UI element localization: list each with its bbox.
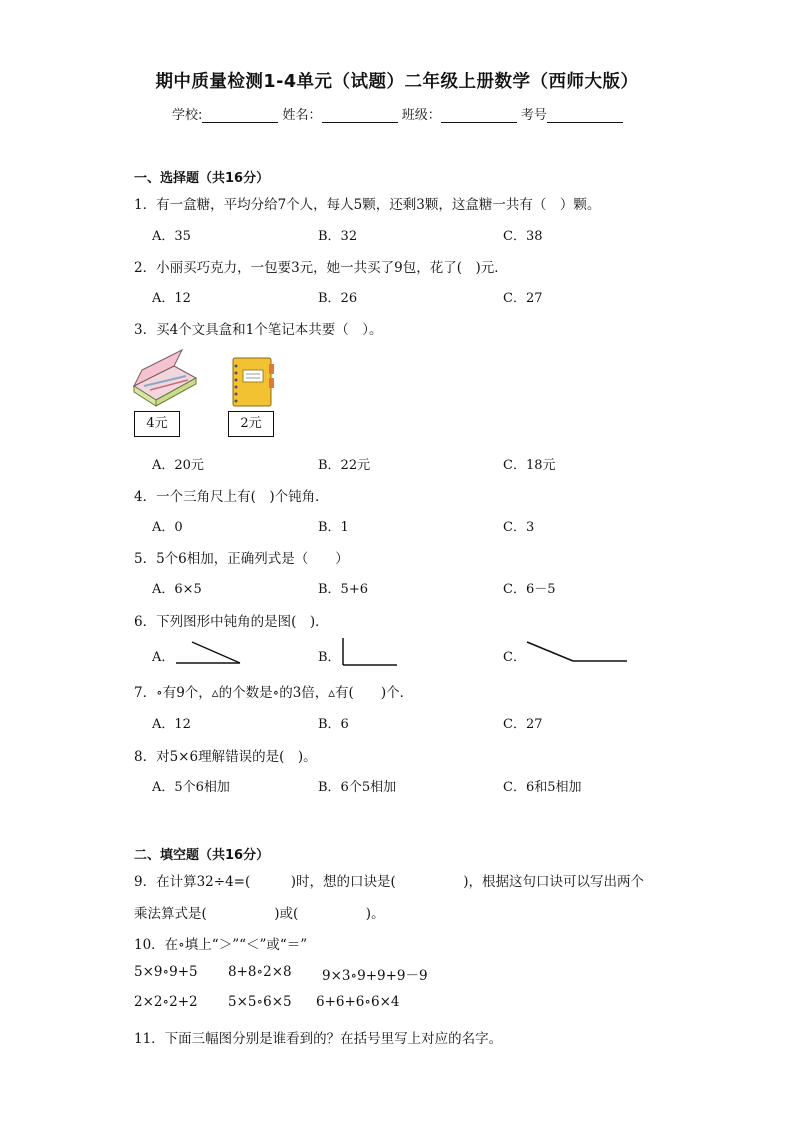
q2-option-b[interactable]: B．26 [318, 291, 358, 306]
q10-item-4[interactable]: 2×2∘2+2 [134, 994, 198, 1010]
question-6-stem: 6．下列图形中钝角的是图( )． [134, 614, 329, 630]
q5-option-c[interactable]: C．6－5 [503, 582, 556, 597]
q10-item-1[interactable]: 5×9∘9+5 [134, 964, 198, 980]
q2-option-a[interactable]: A．12 [152, 291, 191, 306]
q3-option-a[interactable]: A．20元 [152, 458, 204, 473]
q6-option-c[interactable]: C． [503, 650, 526, 665]
q7-option-c[interactable]: C．27 [503, 717, 543, 732]
q10-item-2[interactable]: 8+8∘2×8 [228, 964, 292, 980]
q1-option-c[interactable]: C．38 [503, 229, 543, 244]
page-title: 期中质量检测1-4单元（试题）二年级上册数学（西师大版） [155, 72, 639, 92]
q3-option-b[interactable]: B．22元 [318, 458, 371, 473]
question-2-stem: 2．小丽买巧克力，一包要3元，她一共买了9包，花了( )元． [134, 260, 508, 276]
question-11-stem: 11．下面三幅图分别是谁看到的？在括号里写上对应的名字。 [134, 1031, 503, 1047]
q10-item-5[interactable]: 5×5∘6×5 [228, 994, 292, 1010]
q6-option-a[interactable]: A． [152, 650, 175, 665]
section-title-fill: 二、填空题（共16分） [134, 848, 270, 863]
notebook-image [229, 356, 277, 408]
question-10-stem: 10．在∘填上“＞”“＜”或“＝” [134, 937, 308, 953]
section-title-choice: 一、选择题（共16分） [134, 171, 270, 186]
school-blank[interactable] [202, 108, 278, 123]
obtuse-angle-figure [524, 638, 630, 666]
question-4-stem: 4．一个三角尺上有( )个钝角． [134, 489, 329, 505]
q10-item-3[interactable]: 9×3∘9+9+9－9 [322, 968, 428, 984]
right-angle-figure [340, 636, 400, 668]
question-9-line-1: 9．在计算32÷4=( )时，想的口诀是( )，根据这句口诀可以写出两个 [134, 874, 645, 890]
question-3-stem: 3．买4个文具盒和1个笔记本共要（ ）。 [134, 322, 383, 338]
acute-angle-figure [174, 638, 244, 668]
q4-option-a[interactable]: A．0 [152, 520, 183, 535]
q5-option-a[interactable]: A．6×5 [152, 582, 202, 597]
q2-option-c[interactable]: C．27 [503, 291, 543, 306]
q1-option-a[interactable]: A．35 [152, 229, 191, 244]
student-info-line [172, 104, 623, 123]
q6-option-b[interactable]: B． [318, 650, 341, 665]
pencil-case-price: 4元 [134, 411, 180, 437]
class-blank[interactable] [441, 108, 517, 123]
q3-option-c[interactable]: C．18元 [503, 458, 556, 473]
number-blank[interactable] [547, 108, 623, 123]
q1-option-b[interactable]: B．32 [318, 229, 358, 244]
notebook-price: 2元 [228, 411, 274, 437]
q7-option-a[interactable]: A．12 [152, 717, 191, 732]
q7-option-b[interactable]: B．6 [318, 717, 349, 732]
q4-option-b[interactable]: B．1 [318, 520, 349, 535]
pencil-case-image [130, 346, 200, 408]
name-blank[interactable] [322, 108, 398, 123]
question-7-stem: 7．∘有9个，▵的个数是∘的3倍，▵有( )个． [134, 685, 414, 701]
question-8-stem: 8．对5×6理解错误的是( )。 [134, 749, 317, 765]
question-5-stem: 5．5个6相加，正确列式是（ ） [134, 551, 349, 567]
question-1-stem: 1．有一盒糖，平均分给7个人，每人5颗，还剩3颗，这盒糖一共有（ ）颗。 [134, 197, 601, 213]
number-label: 考号 [520, 108, 547, 123]
q4-option-c[interactable]: C．3 [503, 520, 535, 535]
q10-item-6[interactable]: 6+6+6∘6×4 [316, 994, 400, 1010]
q8-option-a[interactable]: A．5个6相加 [152, 780, 230, 795]
name-label: 姓名： [282, 108, 322, 123]
question-9-line-2: 乘法算式是( )或( )。 [134, 906, 385, 922]
q5-option-b[interactable]: B．5+6 [318, 582, 368, 597]
class-label: 班级： [401, 108, 441, 123]
school-label: 学校: [172, 108, 203, 123]
q8-option-c[interactable]: C．6和5相加 [503, 780, 582, 795]
q8-option-b[interactable]: B．6个5相加 [318, 780, 397, 795]
